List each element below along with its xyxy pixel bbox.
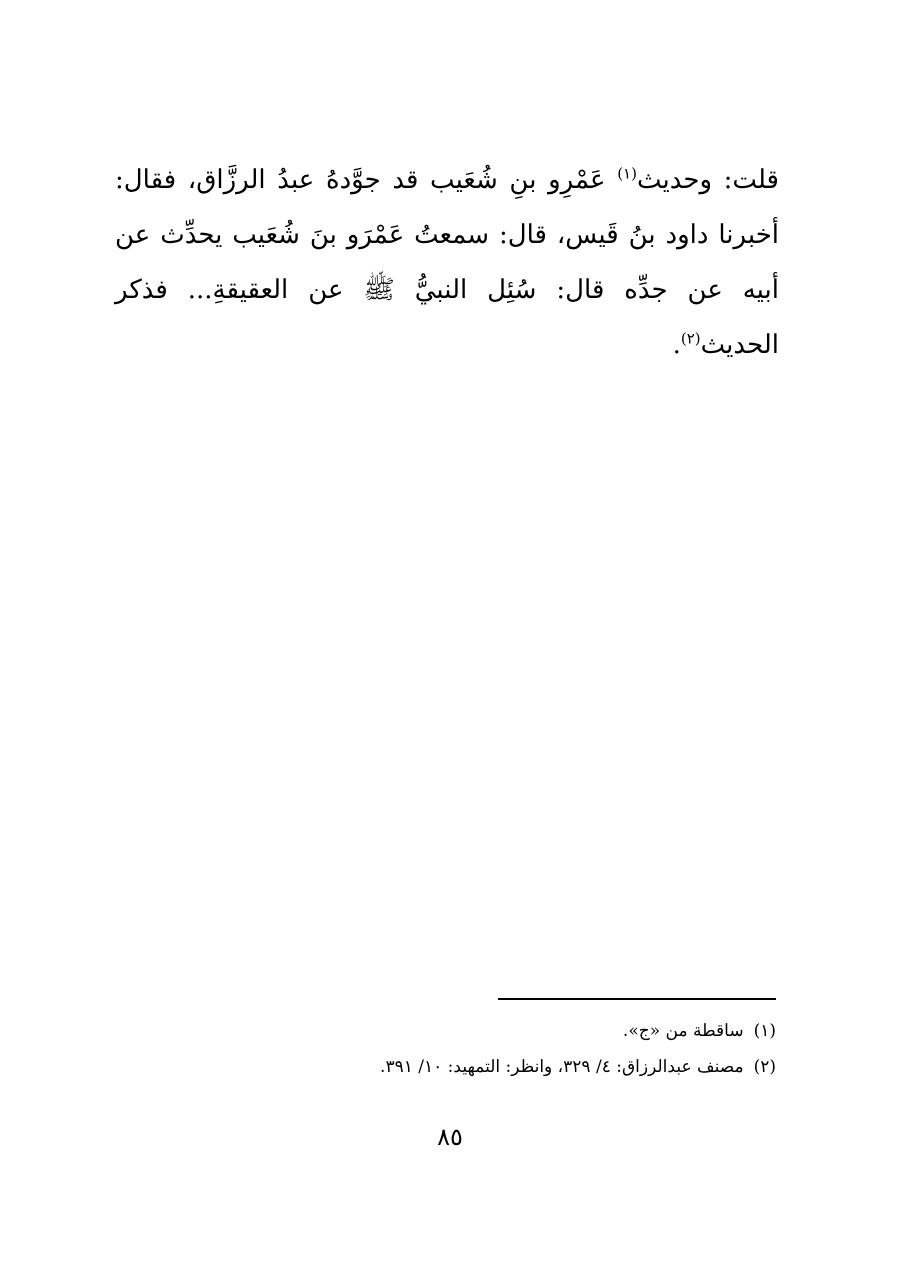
footnote-2-marker: (٢) — [753, 1057, 776, 1077]
main-paragraph — [115, 153, 779, 373]
footnote-ref-1[interactable]: (١) — [617, 164, 637, 183]
footnote-2-text: مصنف عبدالرزاق: ٤/ ٣٢٩، وانظر: التمهيد: ١٠/ ٣٩١. — [380, 1057, 744, 1077]
footnote-2 — [216, 1049, 776, 1085]
footnote-ref-2[interactable]: (٢) — [680, 329, 701, 348]
footnote-separator — [498, 998, 776, 1000]
footnote-1-marker: (١) — [753, 1021, 776, 1041]
footnotes — [216, 1013, 776, 1085]
body-text-end: . — [672, 330, 681, 360]
footnote-1-text: ساقطة من «ج». — [622, 1021, 744, 1041]
body-text-start: قلت: وحديث — [636, 165, 779, 195]
footnote-1 — [216, 1013, 776, 1049]
page-number: ٨٥ — [437, 1123, 463, 1151]
body-text-middle: عَمْرِو بنِ شُعَيب قد جوَّدهُ عبدُ الرزَّاق، فقال: أخبرنا داود بنُ قَيس، قال: سمعتُ عَمْرَو بنَ شُعَيب يحدِّث عن أبيه عن جدِّه قال: سُئِل النبيُّ ﷺ عن العقيقةِ... فذكر الحديث — [115, 165, 779, 360]
